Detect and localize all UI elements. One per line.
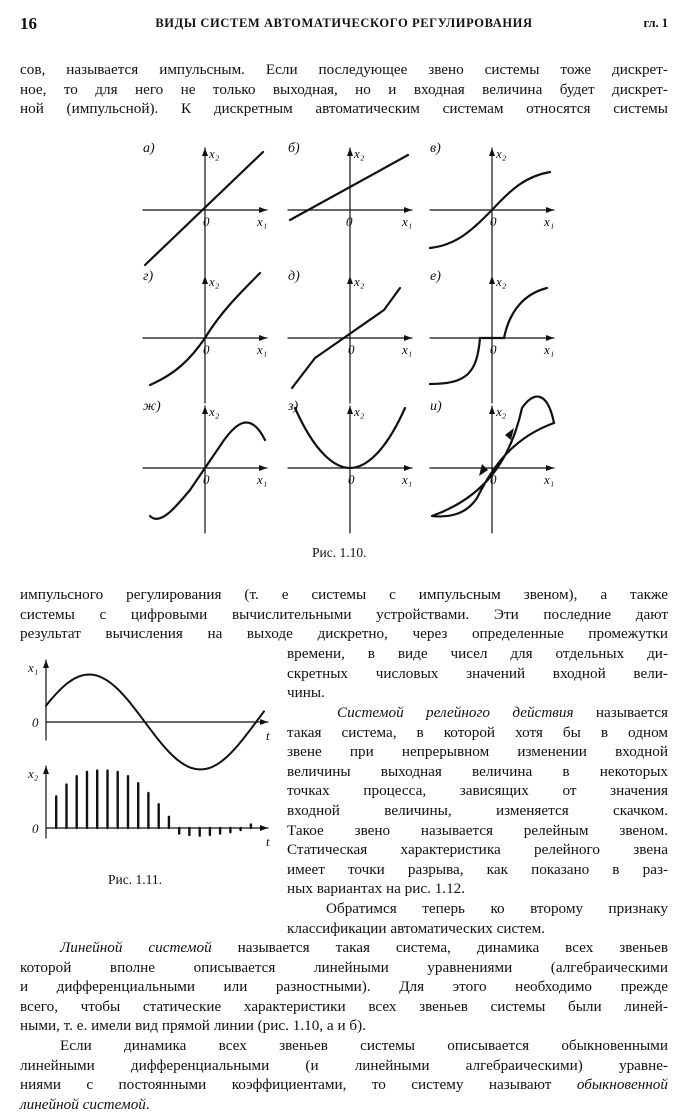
panel-linear-offset (288, 148, 412, 275)
text-line: импульсного регулирования (т. е системы с импульсным звеном), а также (20, 586, 668, 603)
y-axis-arrow (489, 148, 495, 156)
paragraph-3 (287, 703, 668, 899)
text-line: сов, называется импульсным. Если последующее звено системы тоже дискрет- (20, 61, 668, 78)
y-axis-label: x₂ (209, 404, 220, 419)
text-line: всего, чтобы статические характеристики всех звеньев системы были линей- (20, 997, 668, 1015)
panel-parabola (288, 406, 412, 533)
x-axis-label: x₁ (257, 214, 268, 229)
paragraph-1 (20, 60, 668, 119)
x-axis-label: x₁ (402, 214, 413, 229)
x-axis-arrow (404, 335, 412, 341)
y-axis-label: x₂ (496, 404, 507, 419)
text-line: линейной системой. (20, 1095, 150, 1113)
panel-label: з) (288, 399, 299, 414)
paragraph-2-continued (287, 644, 668, 703)
hysteresis-arrow-down (479, 464, 488, 476)
text-line: Обратимся теперь ко второму признаку (326, 900, 668, 917)
text-line: Такое звено называется релейным звеном. (287, 821, 668, 839)
origin-label: 0 (490, 342, 497, 357)
x-axis-label: x₁ (544, 214, 555, 229)
y-axis-arrow (347, 406, 353, 414)
characteristic-curve (150, 423, 268, 519)
y-axis-arrow (489, 406, 495, 414)
bottom-origin-label: 0 (32, 821, 39, 836)
figure-1-11-caption: Рис. 1.11. (108, 872, 162, 887)
paragraph-6 (20, 1036, 668, 1114)
text-line: точках процесса, зависящих от значения (287, 782, 668, 800)
text-line: входной величины, изменяется скачком. (287, 801, 668, 819)
y-axis-label: x₂ (354, 404, 365, 419)
x-axis-arrow (546, 207, 554, 213)
x-axis-arrow (404, 465, 412, 471)
text-line: ных вариантах на рис. 1.12. (287, 880, 466, 898)
panel-label: г) (143, 269, 154, 284)
y-axis-label: x₂ (354, 146, 365, 161)
text-line: Если динамика всех звеньев системы описывается обыкновенными (60, 1037, 668, 1054)
bottom-y-axis-arrow (43, 766, 49, 774)
text-line: системы с цифровыми вычислительными устройствами. Эти последние дают (20, 605, 668, 623)
text-line: линейными дифференциальными (и линейными алгебраическими) уравне- (20, 1056, 668, 1074)
text-line: звене при непрерывном изменении входной (287, 743, 668, 761)
panel-hysteresis-loop (430, 397, 554, 533)
y-axis-label: x₂ (496, 274, 507, 289)
x-axis-label: x₁ (257, 472, 268, 487)
y-axis-arrow (202, 148, 208, 156)
panel-piecewise-linear (288, 276, 412, 403)
characteristic-curve (145, 152, 263, 265)
panel-label: в) (430, 141, 441, 156)
origin-label: 0 (346, 214, 353, 229)
y-axis-arrow (347, 276, 353, 284)
panel-cubic-like (143, 406, 267, 533)
bottom-y-axis-label: x₂ (28, 766, 39, 781)
y-axis-label: x₂ (209, 274, 220, 289)
text-line: такая система, в которой хотя бы в одном (287, 723, 668, 741)
panel-label: б) (288, 141, 300, 156)
origin-label: 0 (348, 472, 355, 487)
panel-dead-zone (430, 276, 554, 403)
y-axis-label: x₂ (209, 146, 220, 161)
y-axis-label: x₂ (354, 274, 365, 289)
figure-1-10-caption: Рис. 1.10. (312, 545, 367, 560)
x-axis-arrow (259, 207, 267, 213)
text-line: величины выходная величина в некоторых (287, 762, 668, 780)
top-y-axis-arrow (43, 660, 49, 668)
text-line: классификации автоматических систем. (287, 919, 546, 937)
term-linear-system: Линейной системой (60, 939, 212, 956)
page-number: 16 (20, 14, 37, 33)
top-t-axis-label: t (266, 728, 270, 743)
panel-monotone-nonlinear (143, 273, 267, 403)
top-origin-label: 0 (32, 715, 39, 730)
text-line: времени, в виде чисел для отдельных ди- (287, 645, 668, 662)
text-line: ное, то для него не только выходная, но и входная величина будет дискрет- (20, 80, 668, 98)
characteristic-curve (430, 288, 547, 384)
chapter-label: гл. 1 (643, 16, 668, 30)
x-axis-label: x₁ (402, 342, 413, 357)
characteristic-curve (432, 397, 554, 517)
x-axis-arrow (546, 465, 554, 471)
x-axis-arrow (259, 335, 267, 341)
text-line: которой вполне описывается линейными уравнениями (алгебраическими (20, 958, 668, 976)
origin-label: 0 (348, 342, 355, 357)
x-axis-arrow (404, 207, 412, 213)
top-y-axis-label: x₁ (28, 660, 39, 675)
panel-label: е) (430, 269, 441, 284)
origin-label: 0 (203, 472, 210, 487)
term-ordinary-linear-system: обыкновенной (576, 1076, 668, 1094)
figure-1-10 (0, 130, 686, 570)
text-line: и дифференциальными или разностными). Для этого необходимо прежде (20, 978, 668, 996)
y-axis-arrow (202, 406, 208, 414)
text-line: чины. (287, 684, 325, 702)
bottom-t-axis-arrow (260, 825, 268, 831)
x-axis-arrow (546, 335, 554, 341)
paragraph-4 (287, 899, 668, 938)
term-ordinary-linear-system: линейной системой (20, 1095, 146, 1113)
panel-saturation (430, 148, 554, 275)
text-line: Статическая характеристика релейного звена (287, 841, 668, 859)
text-line: ной (импульсной). К дискретным автоматическим системам относятся системы (20, 100, 668, 118)
paragraph-2 (20, 585, 668, 644)
top-t-axis-arrow (260, 719, 268, 725)
x-axis-label: x₁ (257, 342, 268, 357)
origin-label: 0 (203, 342, 210, 357)
x-axis-arrow (259, 465, 267, 471)
x-axis-label: x₁ (544, 342, 555, 357)
panel-linear-through-origin (143, 148, 267, 275)
text-line: Системой релейного действия называется (337, 704, 669, 721)
running-title: ВИДЫ СИСТЕМ АВТОМАТИЧЕСКОГО РЕГУЛИРОВАНИЯ (155, 16, 533, 30)
panel-label: а) (143, 141, 155, 156)
panel-label: д) (288, 269, 300, 284)
text-line: Линейной системой называется такая система, динамика всех звеньев (60, 939, 668, 956)
panel-label: и) (430, 399, 442, 414)
x-axis-label: x₁ (544, 472, 555, 487)
text-line: ниями с постоянными коэффициентами, то систему называют обыкновенной (20, 1076, 668, 1094)
origin-label: 0 (490, 472, 497, 487)
figure-1-11 (20, 650, 280, 870)
y-axis-arrow (347, 148, 353, 156)
y-axis-label: x₂ (496, 146, 507, 161)
y-axis-arrow (202, 276, 208, 284)
origin-label: 0 (490, 214, 497, 229)
paragraph-5 (20, 938, 668, 1036)
panel-label: ж) (143, 399, 161, 414)
y-axis-arrow (489, 276, 495, 284)
text-line: имеет точки разрыва, как показано в раз- (287, 860, 668, 878)
text-line: результат вычисления на выходе дискретно, через определенные промежутки (20, 625, 668, 643)
x-axis-label: x₁ (402, 472, 413, 487)
running-header (20, 14, 668, 36)
term-relay-system: Системой релейного действия (337, 704, 574, 721)
bottom-t-axis-label: t (266, 834, 270, 849)
text-line: ными, т. е. имели вид прямой линии (рис. 1.10, а и б). (20, 1017, 366, 1035)
origin-label: 0 (203, 214, 210, 229)
text-line: скретных числовых значений входной вели- (287, 664, 668, 682)
